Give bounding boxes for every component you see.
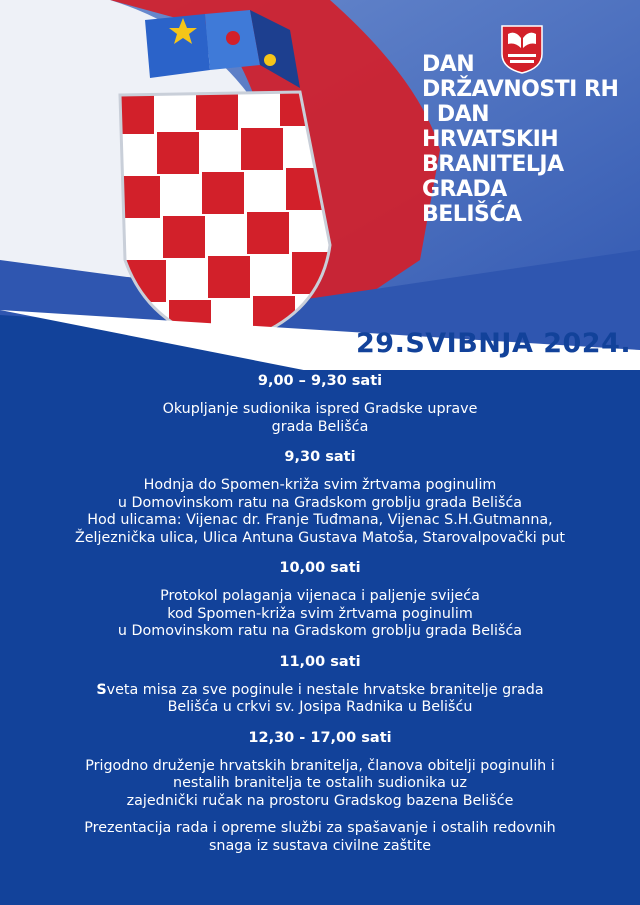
schedule-item bbox=[0, 372, 640, 436]
title-line: DRŽAVNOSTI RH bbox=[422, 77, 619, 102]
description-line: snaga iz sustava civilne zaštite bbox=[208, 837, 432, 854]
drop-letter: S bbox=[96, 681, 107, 698]
schedule-description bbox=[10, 477, 630, 547]
schedule-item bbox=[0, 559, 640, 641]
schedule-description bbox=[10, 682, 630, 717]
program-schedule bbox=[0, 372, 640, 867]
description-line: Okupljanje sudionika ispred Gradske uprave bbox=[162, 401, 478, 417]
schedule-extra-description bbox=[10, 820, 630, 855]
event-title bbox=[422, 52, 637, 227]
description-line: u Domovinskom ratu na Gradskom groblju grada Belišća bbox=[117, 623, 523, 639]
schedule-time: 12,30 - 17,00 sati bbox=[248, 729, 392, 746]
title-line: I DAN bbox=[422, 102, 490, 127]
event-date: 29.SVIBNJA 2024. bbox=[356, 328, 632, 359]
schedule-item bbox=[0, 448, 640, 547]
title-line: BRANITELJA bbox=[422, 152, 564, 177]
schedule-description bbox=[10, 758, 630, 811]
title-line: DAN bbox=[422, 52, 475, 77]
description-line: nestalih branitelja te ostalih sudionika uz bbox=[173, 775, 467, 791]
schedule-item bbox=[0, 729, 640, 856]
description-line: Željeznička ulica, Ulica Antuna Gustava Matoša, Starovalpovački put bbox=[74, 529, 566, 546]
title-line: GRADA bbox=[422, 177, 507, 202]
description-line: Hod ulicama: Vijenac dr. Franje Tuđmana, Vijenac S.H.Gutmanna, bbox=[87, 512, 553, 528]
description-line: Belišća u crkvi sv. Josipa Radnika u Belišću bbox=[167, 699, 473, 715]
description-line: Protokol polaganja vijenaca i paljenje svijeća bbox=[160, 588, 480, 604]
first-line-rest: veta misa za sve poginule i nestale hrvatske branitelje grada bbox=[106, 681, 544, 698]
description-line: Prezentacija rada i opreme službi za spašavanje i ostalih redovnih bbox=[84, 820, 556, 836]
description-line: Hodnja do Spomen-križa svim žrtvama poginulim bbox=[143, 477, 497, 493]
description-line: Prigodno druženje hrvatskih branitelja, članova obitelji poginulih i bbox=[85, 757, 555, 774]
schedule-time: 11,00 sati bbox=[279, 653, 361, 670]
description-line: grada Belišća bbox=[271, 418, 369, 435]
schedule-description bbox=[10, 401, 630, 436]
description-line: zajednički ručak na prostoru Gradskog bazena Belišće bbox=[126, 792, 514, 809]
description-line bbox=[10, 682, 630, 700]
description-line: u Domovinskom ratu na Gradskom groblju grada Belišća bbox=[117, 494, 523, 511]
schedule-time: 9,00 – 9,30 sati bbox=[257, 373, 383, 389]
schedule-item bbox=[0, 653, 640, 717]
title-line: BELIŠĆA bbox=[422, 202, 522, 227]
schedule-description bbox=[10, 588, 630, 641]
schedule-time: 10,00 sati bbox=[279, 560, 361, 576]
description-line: kod Spomen-križa svim žrtvama poginulim bbox=[167, 605, 473, 622]
schedule-time: 9,30 sati bbox=[284, 449, 356, 465]
title-line: HRVATSKIH bbox=[422, 127, 559, 152]
